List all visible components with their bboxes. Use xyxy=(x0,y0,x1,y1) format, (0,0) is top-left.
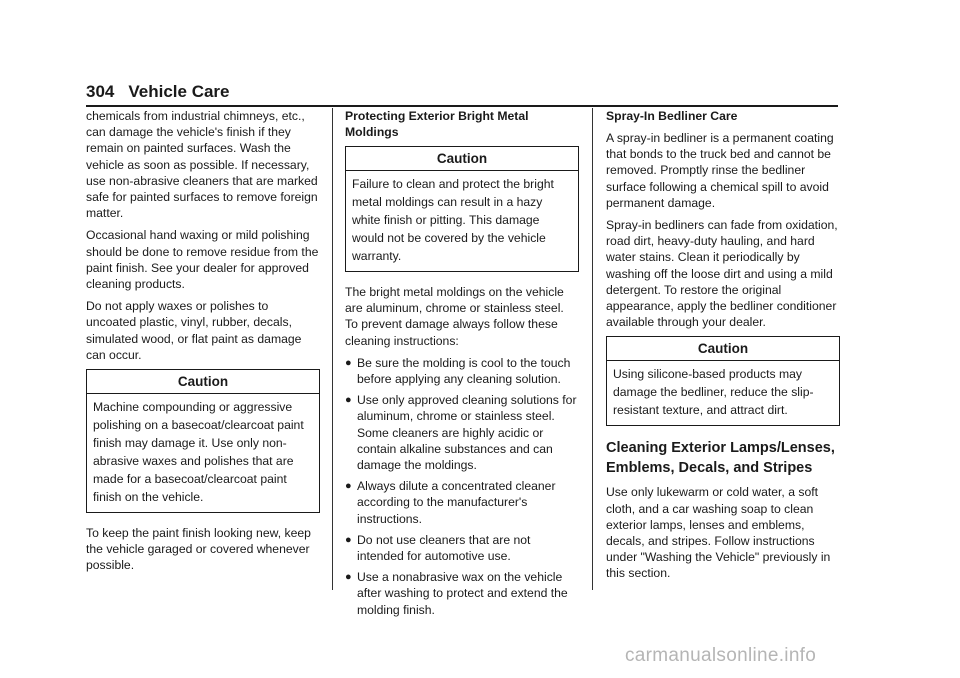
section-title: Vehicle Care xyxy=(128,82,230,101)
bullet-icon: ● xyxy=(345,356,352,369)
paragraph: Do not apply waxes or polishes to uncoated plastic, vinyl, rubber, decals, simulated wood, or flat paint as damage can occur. xyxy=(86,299,302,362)
paragraph: Use only lukewarm or cold water, a soft cloth, and a car washing soap to clean exterior lamps, lenses and emblems, decals, and stripes. Follow instructions under "Washing the Vehicle" previously in this section. xyxy=(606,485,831,581)
list-item-text: Always dilute a concentrated cleaner according to the manufacturer's instructions. xyxy=(357,479,556,526)
column-divider xyxy=(592,108,593,590)
column-3 xyxy=(606,108,840,588)
paragraph: Occasional hand waxing or mild polishing should be done to remove residue from the paint finish. See your dealer for approved cleaning products. xyxy=(86,228,319,292)
list-item-text: Use only approved cleaning solutions for aluminum, chrome or stainless steel. Some cleaners are highly acidic or contain alkaline substances and can damage the moldings. xyxy=(357,393,577,473)
section-heading: Cleaning Exterior Lamps/Lenses, Emblems, Decals, and Stripes xyxy=(606,440,835,477)
list-item xyxy=(345,532,579,564)
list-item xyxy=(345,355,579,387)
paragraph: Spray-in bedliners can fade from oxidation, road dirt, heavy-duty hauling, and hard water stains. Clean it periodically by washing off the loose dirt and using a mild detergent. To restore the original appearance, apply the bedliner conditioner available through your dealer. xyxy=(606,218,838,330)
column-2 xyxy=(345,108,579,623)
page-number: 304 xyxy=(86,82,115,101)
column-1 xyxy=(86,108,320,580)
caution-box xyxy=(86,369,320,513)
caution-text: Machine compounding or aggressive polishing on a basecoat/clearcoat paint finish may damage it. Use only non-abrasive waxes and polishes that are made for a basecoat/clearcoat paint finish on the vehicle. xyxy=(93,400,304,505)
caution-title: Caution xyxy=(87,370,319,394)
caution-box xyxy=(345,146,579,272)
subheading: Protecting Exterior Bright Metal Moldings xyxy=(345,109,529,139)
bullet-icon: ● xyxy=(345,394,352,407)
page-header xyxy=(86,82,838,102)
caution-title: Caution xyxy=(607,337,839,361)
bullet-icon: ● xyxy=(345,571,352,584)
bullet-icon: ● xyxy=(345,480,352,493)
list-item xyxy=(345,478,579,527)
watermark-text: carmanualsonline.info xyxy=(625,645,817,666)
paragraph: The bright metal moldings on the vehicle are aluminum, chrome or stainless steel. To prevent damage always follow these cleaning instructions: xyxy=(345,285,564,348)
paragraph: A spray-in bedliner is a permanent coating that bonds to the truck bed and cannot be removed. Promptly rinse the bedliner surface following a chemical spill to avoid permanent damage. xyxy=(606,131,834,210)
paragraph: To keep the paint finish looking new, keep the vehicle garaged or covered whenever possible. xyxy=(86,526,311,573)
bullet-icon: ● xyxy=(345,533,352,546)
list-item-text: Do not use cleaners that are not intended for automotive use. xyxy=(357,532,531,564)
list-item xyxy=(345,569,579,618)
caution-text: Using silicone-based products may damage the bedliner, reduce the slip-resistant texture, and attract dirt. xyxy=(613,367,814,418)
list-item xyxy=(345,392,579,473)
list-item-text: Use a nonabrasive wax on the vehicle after washing to protect and extend the molding finish. xyxy=(357,570,568,617)
caution-text: Failure to clean and protect the bright metal moldings can result in a hazy white finish or pitting. This damage would not be covered by the vehicle warranty. xyxy=(352,177,554,263)
header-rule xyxy=(86,105,838,107)
caution-title: Caution xyxy=(346,147,578,171)
subheading: Spray-In Bedliner Care xyxy=(606,109,738,123)
list-item-text: Be sure the molding is cool to the touch before applying any cleaning solution. xyxy=(357,355,571,387)
header-text xyxy=(86,82,838,102)
caution-box xyxy=(606,336,840,426)
paragraph: chemicals from industrial chimneys, etc., can damage the vehicle's finish if they remain on painted surfaces. Wash the vehicle as soon as possible. If necessary, use non-abrasive cleaners that are marked safe for painted surfaces to remove foreign matter. xyxy=(86,109,318,221)
column-divider xyxy=(332,108,333,590)
bullet-list xyxy=(345,355,579,618)
